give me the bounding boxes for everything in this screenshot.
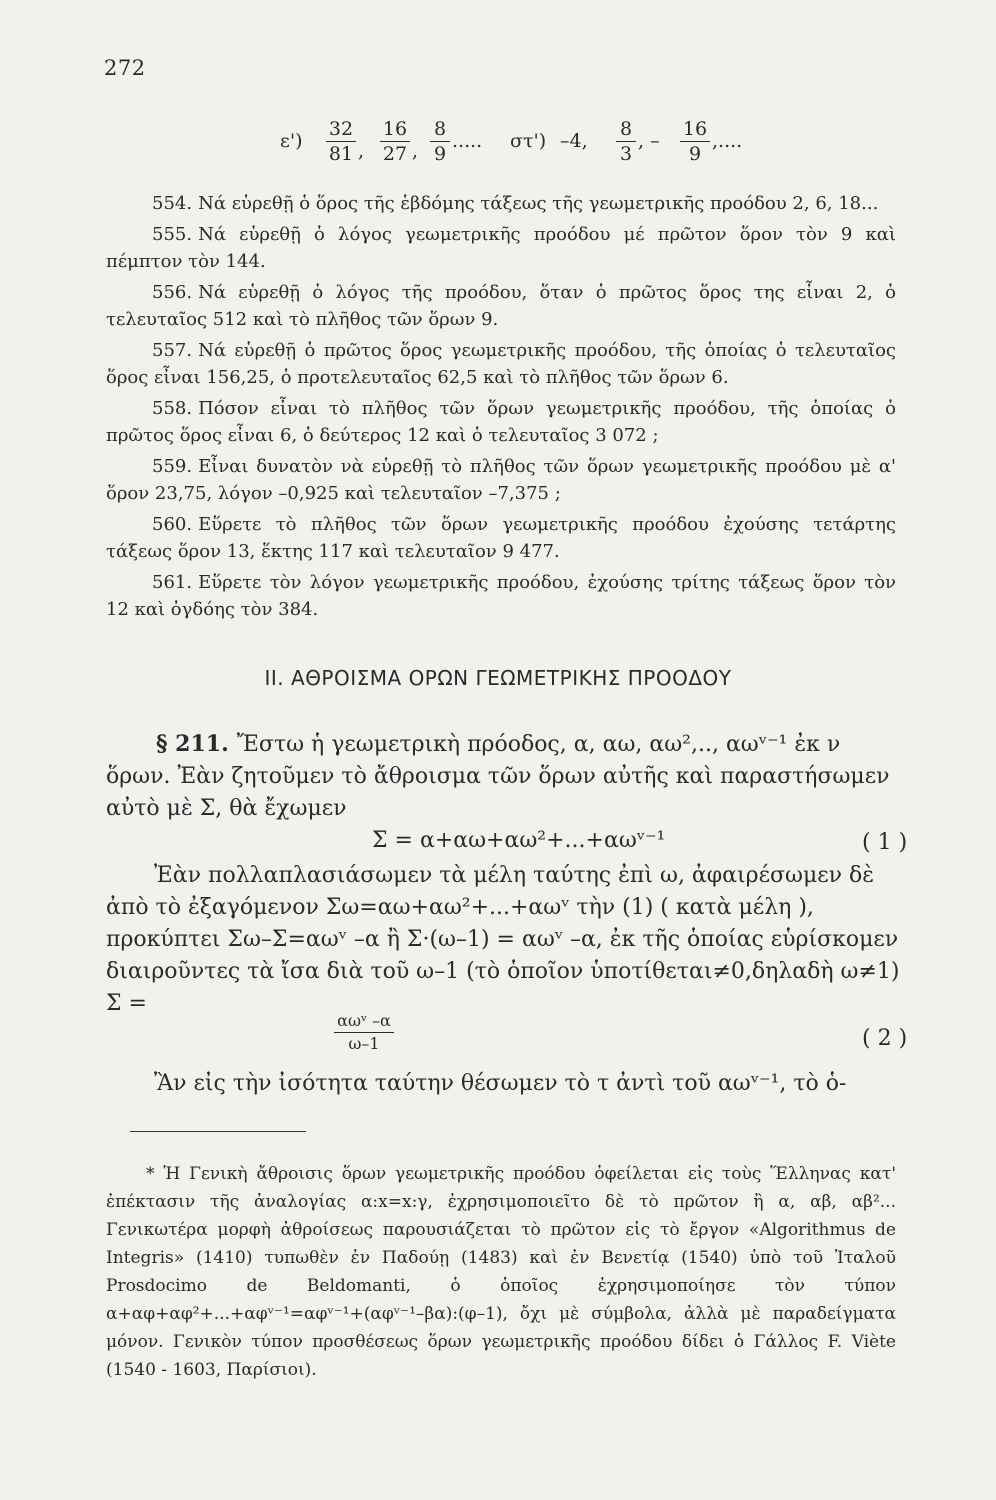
equation-2-number: ( 2 ): [862, 1026, 908, 1051]
fraction-term: 16 27: [380, 118, 410, 165]
footnote-divider: [130, 1131, 306, 1132]
footnote-text: * Ἡ Γενικὴ ἄθροισις ὅρων γεωμετρικῆς προόδου ὀφείλεται εἰς τοὺς Ἕλληνας κατ' ἐπέκτασιν τῆς ἀναλογίας α:x=x:γ, ἐχρησιμοποιεῖτο δὲ τὸ πρῶτον ἢ α, αβ, αβ²... Γενικωτέρα μορφὴ ἀθροίσεως παρουσιάζεται τὸ πρῶτον εἰς τὸ ἔργον «Algorithmus de Integris» (1410) τυπωθὲν ἐν Παδούῃ (1483) καὶ ἐν Βενετίᾳ (1540) ὑπὸ τοῦ Ἰταλοῦ Prosdocimo de Beldomanti, ὁ ὁποῖος ἐχρησιμοποίησε τὸν τύπον α+αφ+αφ²+...+αφᵛ⁻¹=αφᵛ⁻¹+(αφᵛ⁻¹–βα):(φ–1), ὄχι μὲ σύμβολα, ἀλλὰ μὲ παραδείγματα μόνον. Γενικὸν τύπον προσθέσεως ὅρων γεωμετρικῆς προόδου δίδει ὁ Γάλλος F. Viète (1540 - 1603, Παρίσιοι).: [106, 1164, 896, 1380]
sequence-e-label: ε'): [280, 130, 303, 152]
section-title: ΙΙ. ΑΘΡΟΙΣΜΑ ΟΡΩΝ ΓΕΩΜΕΤΡΙΚΗΣ ΠΡΟΟΔΟΥ: [264, 666, 732, 690]
exercise-item: 556. Νά εὑρεθῇ ὁ λόγος τῆς προόδου, ὅταν ὁ πρῶτος ὅρος της εἶναι 2, ὁ τελευταῖος 512 καὶ τὸ πλῆθος τῶν ὅρων 9.: [106, 282, 896, 330]
exercise-item: 555. Νά εὑρεθῇ ὁ λόγος γεωμετρικῆς προόδου μέ πρῶτον ὅρον τὸν 9 καὶ πέμπτον τὸν 144.: [106, 224, 896, 272]
exercise-item: 560. Εὕρετε τὸ πλῆθος τῶν ὅρων γεωμετρικῆς προόδου ἐχούσης τετάρτης τάξεως ὅρον 13, ἕκτης 117 καὶ τελευταῖον 9 477.: [106, 514, 896, 562]
exercise-item: 554. Νά εὑρεθῇ ὁ ὅρος τῆς ἑβδόμης τάξεως τῆς γεωμετρικῆς προόδου 2, 6, 18...: [152, 193, 879, 214]
fraction-term: 16 9: [680, 118, 710, 165]
exercise-item: 557. Νά εὑρεθῇ ὁ πρῶτος ὅρος γεωμετρικῆς προόδου, τῆς ὁποίας ὁ τελευταῖος ὅρος εἶναι 156,25, ὁ προτελευταῖος 62,5 καὶ τὸ πλῆθος τῶν ὅρων 6.: [106, 340, 896, 388]
sequence-st-label: στ'): [510, 130, 547, 152]
equation-1-number: ( 1 ): [862, 830, 908, 855]
sequence-st-first: –4,: [560, 130, 588, 152]
sequence-st-tail: ,....: [712, 130, 743, 152]
equation-1: Σ = α+αω+αω²+...+αωᵛ⁻¹: [372, 828, 666, 853]
exercise-item: 561. Εὕρετε τὸν λόγον γεωμετρικῆς προόδου, ἐχούσης τρίτης τάξεως ὅρον τὸν 12 καὶ ὀγδόης τὸν 384.: [106, 572, 896, 620]
equation-2-fraction: αωᵛ –α ω–1: [334, 1012, 394, 1053]
book-page: 272 ε') 32 81 , 16 27 , 8 9 ..... στ') –4, 8 3 , – 16 9 ,.... 554. Νά εὑρεθῇ ὁ ὅρος τῆς ἑβδόμης τάξεως τῆς γεωμετρικῆς προόδου 2, 6, 18... 555. Νά εὑρεθῇ ὁ λόγος γεωμετρικῆς προόδου μέ πρῶτον ὅρον τὸν 9 καὶ πέμπτον τὸν 144. 556. Νά εὑρεθῇ ὁ λόγος τῆς προόδου, ὅταν ὁ πρῶτος ὅρος της εἶναι 2, ὁ τελευταῖος 512 καὶ τὸ πλῆθος τῶν ὅρων 9. 557. Νά εὑρεθῇ ὁ πρῶτος ὅρος γεωμετρικῆς προόδου, τῆς ὁποίας ὁ τελευταῖος ὅρος εἶναι 156,25, ὁ προτελευταῖος 62,5 καὶ τὸ πλῆθος τῶν ὅρων 6. 558. Πόσον εἶναι τὸ πλῆθος τῶν ὅρων γεωμετρικῆς προόδου, τῆς ὁποίας ὁ πρῶτος ὅρος εἶναι 6, ὁ δεύτερος 12 καὶ ὁ τελευταῖος 3 072 ; 559. Εἶναι δυνατὸν νὰ εὑρεθῇ τὸ πλῆθος τῶν ὅρων γεωμετρικῆς προόδου μὲ α' ὅρον 23,75, λόγον –0,925 καὶ τελευταῖον –7,375 ; 560. Εὕρετε τὸ πλῆθος τῶν ὅρων γεωμετρικῆς προόδου ἐχούσης τετάρτης τάξεως ὅρον 13, ἕκτης 117 καὶ τελευταῖον 9 477. 561. Εὕρετε τὸν λόγον γεωμετρικῆς προόδου, ἐχούσης τρίτης τάξεως ὅρον τὸν 12 καὶ ὀγδόης τὸν 384. ΙΙ. ΑΘΡΟΙΣΜΑ ΟΡΩΝ ΓΕΩΜΕΤΡΙΚΗΣ ΠΡΟΟΔΟΥ § 211. Ἔστω ἡ γεωμετρικὴ πρόοδος, α, αω, αω²,.., αωᵛ⁻¹ ἐκ ν ὅρων. Ἐὰν ζητοῦμεν τὸ ἄθροισμα τῶν ὅρων αὐτῆς καὶ παραστήσωμεν αὐτὸ μὲ Σ, θὰ ἔχωμεν Σ = α+αω+αω²+...+αωᵛ⁻¹ ( 1 ) Ἐὰν πολλαπλασιάσωμεν τὰ μέλη ταύτης ἐπὶ ω, ἀφαιρέσωμεν δὲ ἀπὸ τὸ ἐξαγόμενον Σω=αω+αω²+...+αωᵛ τὴν (1) ( κατὰ μέλη ), προκύπτει Σω–Σ=αωᵛ –α ἢ Σ·(ω–1) = αωᵛ –α, ἐκ τῆς ὁποίας εὑρίσκομεν διαιροῦντες τὰ ἴσα διὰ τοῦ ω–1 (τὸ ὁποῖον ὑποτίθεται≠0,δηλαδὴ ω≠1) Σ = αωᵛ –α ω–1 ( 2 ) Ἂν εἰς τὴν ἰσότητα ταύτην θέσωμεν τὸ τ ἀντὶ τοῦ αωᵛ⁻¹, τὸ ὁ- * Ἡ Γενικὴ ἄθροισις ὅρων γεωμετρικῆς προόδου ὀφείλεται εἰς τοὺς Ἕλληνας κατ' ἐπέκτασιν τῆς ἀναλογίας α:x=x:γ, ἐχρησιμοποιεῖτο δὲ τὸ πρῶτον ἢ α, αβ, αβ²... Γενικωτέρα μορφὴ ἀθροίσεως παρουσιάζεται τὸ πρῶτον εἰς τὸ ἔργον «Algorithmus de Integris» (1410) τυπωθὲν ἐν Παδούῃ (1483) καὶ ἐν Βενετίᾳ (1540) ὑπὸ τοῦ Ἰταλοῦ Prosdocimo de Beldomanti, ὁ ὁποῖος ἐχρησιμοποίησε τὸν τύπον α+αφ+αφ²+...+αφᵛ⁻¹=αφᵛ⁻¹+(αφᵛ⁻¹–βα):(φ–1), ὄχι μὲ σύμβολα, ἀλλὰ μὲ παραδείγματα μόνον. Γενικὸν τύπον προσθέσεως ὅρων γεωμετρικῆς προόδου δίδει ὁ Γάλλος F. Viète (1540 - 1603, Παρίσιοι).: [0, 0, 996, 1500]
fraction-term: 8 3: [616, 118, 636, 165]
section-number: § 211.: [156, 731, 229, 757]
exercise-item: 559. Εἶναι δυνατὸν νὰ εὑρεθῇ τὸ πλῆθος τῶν ὅρων γεωμετρικῆς προόδου μὲ α' ὅρον 23,75, λόγον –0,925 καὶ τελευταῖον –7,375 ;: [106, 456, 896, 504]
page-number: 272: [104, 56, 146, 80]
sequence-st-mid: , –: [638, 130, 660, 152]
theory-intro: [106, 728, 906, 825]
theory-last-line: Ἂν εἰς τὴν ἰσότητα ταύτην θέσωμεν τὸ τ ἀντὶ τοῦ αωᵛ⁻¹, τὸ ὁ-: [154, 1071, 847, 1096]
sequence-ellipsis: .....: [452, 130, 483, 152]
fraction-term: 8 9: [430, 118, 450, 165]
exercise-list: [106, 190, 896, 627]
fraction-term: 32 81: [326, 118, 356, 165]
footnote: [106, 1160, 896, 1384]
theory-body: [106, 860, 906, 1020]
exercise-item: 558. Πόσον εἶναι τὸ πλῆθος τῶν ὅρων γεωμετρικῆς προόδου, τῆς ὁποίας ὁ πρῶτος ὅρος εἶναι 6, ὁ δεύτερος 12 καὶ ὁ τελευταῖος 3 072 ;: [106, 398, 896, 446]
theory-intro-text: Ἔστω ἡ γεωμετρικὴ πρόοδος, α, αω, αω²,.., αωᵛ⁻¹ ἐκ ν ὅρων. Ἐὰν ζητοῦμεν τὸ ἄθροισμα τῶν ὅρων αὐτῆς καὶ παραστήσωμεν αὐτὸ μὲ Σ, θὰ ἔχωμεν: [106, 732, 890, 821]
theory-body-text: Ἐὰν πολλαπλασιάσωμεν τὰ μέλη ταύτης ἐπὶ ω, ἀφαιρέσωμεν δὲ ἀπὸ τὸ ἐξαγόμενον Σω=αω+αω²+...+αωᵛ τὴν (1) ( κατὰ μέλη ), προκύπτει Σω–Σ=αωᵛ –α ἢ Σ·(ω–1) = αωᵛ –α, ἐκ τῆς ὁποίας εὑρίσκομεν διαιροῦντες τὰ ἴσα διὰ τοῦ ω–1 (τὸ ὁποῖον ὑποτίθεται≠0,δηλαδὴ ω≠1) Σ =: [106, 863, 900, 1016]
